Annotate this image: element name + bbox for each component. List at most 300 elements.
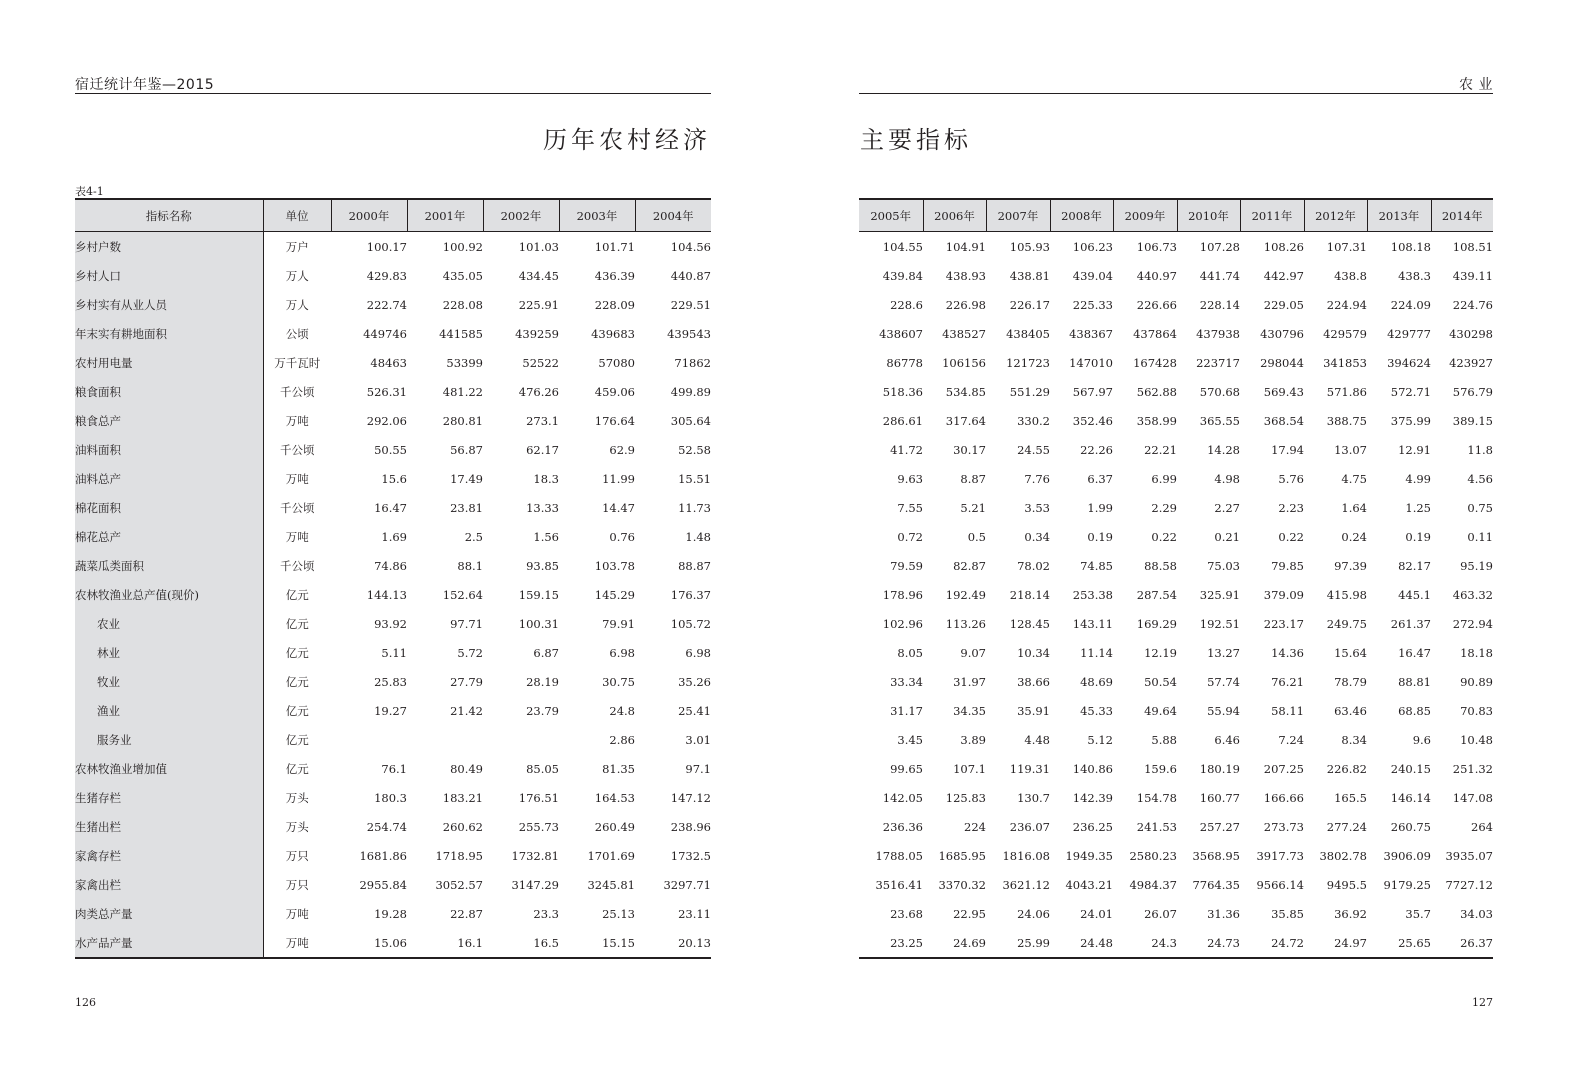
unit-cell: 亿元 (285, 761, 309, 776)
indicator-name: 棉花面积 (75, 493, 263, 522)
value-cell: 438.8 (1334, 268, 1367, 283)
value-cell: 24.3 (1113, 928, 1177, 958)
table-row (75, 754, 711, 783)
indicator-name: 生猪存栏 (75, 783, 263, 812)
value-cell: 24.01 (1080, 906, 1113, 921)
value-cell: 26.07 (1144, 906, 1177, 921)
value-cell: 108.26 (1263, 239, 1304, 254)
indicator-name: 农业 (75, 609, 263, 638)
table-row (859, 783, 1493, 812)
value-cell: 24.72 (1240, 928, 1304, 958)
value-cell: 4.98 (1214, 471, 1240, 486)
value-cell: 119.31 (1009, 761, 1050, 776)
table-row (859, 290, 1493, 319)
indicator-name: 家禽出栏 (75, 870, 263, 899)
value-cell: 159.6 (1144, 761, 1177, 776)
value-cell: 164.53 (594, 790, 635, 805)
value-cell: 22.95 (953, 906, 986, 921)
table-row (859, 348, 1493, 377)
value-cell: 481.22 (442, 384, 483, 399)
value-cell: 31.97 (953, 674, 986, 689)
value-cell: 13.33 (526, 500, 559, 515)
value-cell: 3516.41 (875, 877, 923, 892)
indicator-name: 蔬菜瓜类面积 (75, 551, 263, 580)
table-row (859, 377, 1493, 406)
value-cell: 292.06 (366, 413, 407, 428)
value-cell: 154.78 (1136, 790, 1177, 805)
indicator-name: 乡村人口 (75, 261, 263, 290)
value-cell: 24.06 (1017, 906, 1050, 921)
value-cell: 130.7 (1017, 790, 1050, 805)
value-cell: 442.97 (1263, 268, 1304, 283)
value-cell: 224.09 (1390, 297, 1431, 312)
table-row (75, 870, 711, 899)
year-header: 2001年 (407, 199, 483, 232)
left-page (0, 0, 790, 1077)
value-cell: 19.27 (374, 703, 407, 718)
table-row (75, 551, 711, 580)
value-cell: 147.08 (1452, 790, 1493, 805)
value-cell: 82.17 (1398, 558, 1431, 573)
value-cell: 50.55 (374, 442, 407, 457)
table-row (75, 464, 711, 493)
value-cell: 251.32 (1452, 761, 1493, 776)
table-row (75, 899, 711, 928)
unit-cell: 万头 (285, 790, 309, 805)
value-cell: 176.64 (594, 413, 635, 428)
unit-cell: 亿元 (285, 732, 309, 747)
value-cell: 121723 (1006, 355, 1050, 370)
value-cell: 169.29 (1136, 616, 1177, 631)
stats-table-right (859, 198, 1493, 959)
value-cell: 430298 (1449, 326, 1493, 341)
value-cell: 180.3 (374, 790, 407, 805)
value-cell: 298044 (1260, 355, 1304, 370)
value-cell: 9566.14 (1256, 877, 1304, 892)
value-cell: 225.91 (518, 297, 559, 312)
value-cell: 8.34 (1341, 732, 1367, 747)
unit-cell: 亿元 (285, 703, 309, 718)
value-cell: 3621.12 (1002, 877, 1050, 892)
value-cell: 438405 (1006, 326, 1050, 341)
year-header: 2010年 (1177, 199, 1240, 232)
value-cell: 88.81 (1398, 674, 1431, 689)
value-cell: 365.55 (1199, 413, 1240, 428)
value-cell: 439683 (591, 326, 635, 341)
value-cell: 223717 (1196, 355, 1240, 370)
value-cell: 226.98 (945, 297, 986, 312)
value-cell: 147.12 (670, 790, 711, 805)
table-row (859, 841, 1493, 870)
year-header: 2008年 (1050, 199, 1113, 232)
value-cell: 449746 (363, 326, 407, 341)
value-cell: 236.07 (1009, 819, 1050, 834)
value-cell: 88.1 (457, 558, 483, 573)
value-cell: 1732.5 (670, 848, 711, 863)
value-cell: 105.72 (670, 616, 711, 631)
table-row (75, 435, 711, 464)
value-cell: 23.3 (533, 906, 559, 921)
value-cell: 437938 (1196, 326, 1240, 341)
value-cell: 572.71 (1390, 384, 1431, 399)
value-cell: 218.14 (1009, 587, 1050, 602)
unit-cell: 亿元 (285, 674, 309, 689)
value-cell: 1949.35 (1065, 848, 1113, 863)
value-cell: 253.38 (1072, 587, 1113, 602)
value-cell: 0.22 (1151, 529, 1177, 544)
value-cell: 70.83 (1460, 703, 1493, 718)
indicator-name: 肉类总产量 (75, 899, 263, 928)
value-cell: 25.99 (986, 928, 1050, 958)
value-cell: 238.96 (670, 819, 711, 834)
value-cell: 317.64 (945, 413, 986, 428)
value-cell: 31.36 (1207, 906, 1240, 921)
value-cell: 57.74 (1207, 674, 1240, 689)
value-cell: 3.01 (685, 732, 711, 747)
value-cell: 236.36 (882, 819, 923, 834)
value-cell: 3370.32 (938, 877, 986, 892)
year-header: 2011年 (1240, 199, 1304, 232)
value-cell: 352.46 (1072, 413, 1113, 428)
value-cell: 26.37 (1431, 928, 1493, 958)
value-cell: 102.96 (882, 616, 923, 631)
unit-cell: 万人 (285, 297, 309, 312)
unit-cell: 万户 (285, 239, 309, 254)
value-cell (407, 725, 483, 754)
value-cell: 14.47 (602, 500, 635, 515)
value-cell: 58.11 (1271, 703, 1304, 718)
value-cell: 438.3 (1398, 268, 1431, 283)
value-cell: 106156 (942, 355, 986, 370)
value-cell: 3.89 (960, 732, 986, 747)
value-cell: 16.5 (483, 928, 559, 958)
value-cell: 476.26 (518, 384, 559, 399)
year-header: 2000年 (331, 199, 407, 232)
value-cell: 107.28 (1199, 239, 1240, 254)
value-cell: 10.34 (1017, 645, 1050, 660)
value-cell: 108.51 (1452, 239, 1493, 254)
unit-cell: 千公顷 (280, 442, 315, 457)
value-cell: 1701.69 (587, 848, 635, 863)
value-cell: 255.73 (518, 819, 559, 834)
table-row (859, 232, 1493, 262)
table-row (859, 696, 1493, 725)
table-row (859, 464, 1493, 493)
value-cell: 20.13 (635, 928, 711, 958)
value-cell: 229.05 (1263, 297, 1304, 312)
value-cell: 249.75 (1326, 616, 1367, 631)
value-cell: 7764.35 (1192, 877, 1240, 892)
value-cell: 104.55 (882, 239, 923, 254)
value-cell: 22.21 (1144, 442, 1177, 457)
table-number: 表4-1 (75, 185, 104, 198)
value-cell: 260.49 (594, 819, 635, 834)
value-cell: 79.59 (890, 558, 923, 573)
value-cell: 74.86 (374, 558, 407, 573)
value-cell: 90.89 (1460, 674, 1493, 689)
value-cell: 1.99 (1087, 500, 1113, 515)
value-cell: 145.29 (594, 587, 635, 602)
value-cell: 7.24 (1278, 732, 1304, 747)
value-cell: 180.19 (1199, 761, 1240, 776)
table-row (859, 638, 1493, 667)
table-row (75, 841, 711, 870)
value-cell: 438367 (1069, 326, 1113, 341)
indicator-name: 生猪出栏 (75, 812, 263, 841)
table-row (859, 928, 1493, 958)
value-cell: 176.51 (518, 790, 559, 805)
value-cell: 93.92 (374, 616, 407, 631)
value-cell: 9179.25 (1383, 877, 1431, 892)
unit-cell: 万吨 (263, 928, 331, 958)
value-cell: 11.99 (602, 471, 635, 486)
value-cell: 551.29 (1009, 384, 1050, 399)
table-row (859, 580, 1493, 609)
value-cell: 0.22 (1278, 529, 1304, 544)
value-cell: 23.68 (890, 906, 923, 921)
value-cell: 330.2 (1017, 413, 1050, 428)
value-cell: 9.07 (960, 645, 986, 660)
value-cell: 152.64 (442, 587, 483, 602)
value-cell: 56.87 (450, 442, 483, 457)
value-cell: 229.51 (670, 297, 711, 312)
value-cell: 459.06 (594, 384, 635, 399)
value-cell: 273.73 (1263, 819, 1304, 834)
value-cell: 438527 (942, 326, 986, 341)
value-cell: 14.36 (1271, 645, 1304, 660)
value-cell: 2.86 (609, 732, 635, 747)
unit-cell: 万吨 (285, 413, 309, 428)
table-row (859, 899, 1493, 928)
value-cell: 441.74 (1199, 268, 1240, 283)
value-cell: 280.81 (442, 413, 483, 428)
value-cell: 30.75 (602, 674, 635, 689)
value-cell: 93.85 (526, 558, 559, 573)
value-cell: 430796 (1260, 326, 1304, 341)
value-cell: 88.87 (678, 558, 711, 573)
value-cell: 192.49 (945, 587, 986, 602)
value-cell: 80.49 (450, 761, 483, 776)
value-cell: 440.87 (670, 268, 711, 283)
value-cell: 76.1 (381, 761, 407, 776)
header-rule-left (75, 93, 711, 94)
value-cell: 273.1 (526, 413, 559, 428)
year-header: 2005年 (859, 199, 923, 232)
value-cell: 41.72 (890, 442, 923, 457)
value-cell: 228.14 (1199, 297, 1240, 312)
value-cell: 81.35 (602, 761, 635, 776)
value-cell: 7727.12 (1445, 877, 1493, 892)
value-cell: 415.98 (1326, 587, 1367, 602)
value-cell: 9.6 (1412, 732, 1431, 747)
value-cell: 226.66 (1136, 297, 1177, 312)
value-cell: 25.83 (374, 674, 407, 689)
value-cell: 3.45 (897, 732, 923, 747)
indicator-name: 林业 (75, 638, 263, 667)
value-cell: 4043.21 (1065, 877, 1113, 892)
value-cell: 394624 (1387, 355, 1431, 370)
indicator-name: 油料总产 (75, 464, 263, 493)
value-cell: 436.39 (594, 268, 635, 283)
table-row (859, 812, 1493, 841)
value-cell: 34.35 (953, 703, 986, 718)
indicator-name: 牧业 (75, 667, 263, 696)
value-cell: 571.86 (1326, 384, 1367, 399)
value-cell: 99.65 (890, 761, 923, 776)
table-header-row (859, 199, 1493, 232)
table-row (75, 406, 711, 435)
value-cell: 358.99 (1136, 413, 1177, 428)
value-cell: 128.45 (1009, 616, 1050, 631)
value-cell: 16.1 (407, 928, 483, 958)
indicator-name: 油料面积 (75, 435, 263, 464)
table-row (75, 261, 711, 290)
value-cell: 11.8 (1467, 442, 1493, 457)
value-cell: 226.17 (1009, 297, 1050, 312)
value-cell: 15.06 (331, 928, 407, 958)
indicator-name: 乡村实有从业人员 (75, 290, 263, 319)
value-cell: 272.94 (1452, 616, 1493, 631)
value-cell: 25.13 (602, 906, 635, 921)
value-cell: 34.03 (1460, 906, 1493, 921)
value-cell: 178.96 (882, 587, 923, 602)
value-cell: 100.92 (442, 239, 483, 254)
value-cell: 264 (1471, 819, 1493, 834)
value-cell: 6.87 (533, 645, 559, 660)
table-row (75, 580, 711, 609)
value-cell: 437864 (1133, 326, 1177, 341)
value-cell: 8.05 (897, 645, 923, 660)
value-cell: 562.88 (1136, 384, 1177, 399)
value-cell: 146.14 (1390, 790, 1431, 805)
unit-cell: 亿元 (285, 587, 309, 602)
value-cell: 225.33 (1072, 297, 1113, 312)
unit-cell: 万只 (285, 848, 309, 863)
year-header: 2014年 (1431, 199, 1493, 232)
value-cell: 3.53 (1024, 500, 1050, 515)
value-cell: 440.97 (1136, 268, 1177, 283)
value-cell: 438.93 (945, 268, 986, 283)
unit-cell: 千公顷 (280, 500, 315, 515)
unit-cell: 万头 (285, 819, 309, 834)
value-cell: 143.11 (1072, 616, 1113, 631)
value-cell: 11.73 (678, 500, 711, 515)
value-cell: 3917.73 (1256, 848, 1304, 863)
value-cell: 534.85 (945, 384, 986, 399)
value-cell: 113.26 (945, 616, 986, 631)
value-cell: 48.69 (1080, 674, 1113, 689)
value-cell: 125.83 (945, 790, 986, 805)
value-cell: 4.48 (1024, 732, 1050, 747)
indicator-name: 水产品产量 (75, 928, 263, 958)
value-cell: 567.97 (1072, 384, 1113, 399)
value-cell: 1.56 (533, 529, 559, 544)
value-cell: 24.48 (1050, 928, 1113, 958)
value-cell: 287.54 (1136, 587, 1177, 602)
indicator-name: 家禽存栏 (75, 841, 263, 870)
stats-table-left (75, 198, 711, 959)
value-cell: 3935.07 (1445, 848, 1493, 863)
value-cell: 1.69 (381, 529, 407, 544)
value-cell: 429579 (1323, 326, 1367, 341)
value-cell: 192.51 (1199, 616, 1240, 631)
value-cell: 159.15 (518, 587, 559, 602)
value-cell: 260.62 (442, 819, 483, 834)
value-cell: 160.77 (1199, 790, 1240, 805)
table-row (859, 754, 1493, 783)
table-row (75, 928, 711, 958)
value-cell: 439.84 (882, 268, 923, 283)
value-cell: 6.46 (1214, 732, 1240, 747)
value-cell: 375.99 (1390, 413, 1431, 428)
value-cell: 97.39 (1334, 558, 1367, 573)
value-cell: 429777 (1387, 326, 1431, 341)
value-cell: 8.87 (960, 471, 986, 486)
value-cell: 35.7 (1405, 906, 1431, 921)
value-cell: 63.46 (1334, 703, 1367, 718)
value-cell: 24.73 (1177, 928, 1240, 958)
value-cell: 241.53 (1136, 819, 1177, 834)
value-cell: 14.28 (1207, 442, 1240, 457)
value-cell: 3802.78 (1319, 848, 1367, 863)
table-row (75, 319, 711, 348)
value-cell: 4.75 (1341, 471, 1367, 486)
value-cell: 389.15 (1452, 413, 1493, 428)
value-cell: 438607 (879, 326, 923, 341)
unit-cell: 亿元 (285, 645, 309, 660)
value-cell: 24.97 (1304, 928, 1367, 958)
section-title: 农 业 (1459, 77, 1493, 93)
value-cell: 224.76 (1452, 297, 1493, 312)
value-cell: 429.83 (366, 268, 407, 283)
value-cell: 3052.57 (435, 877, 483, 892)
value-cell: 1681.86 (359, 848, 407, 863)
value-cell: 68.85 (1398, 703, 1431, 718)
value-cell: 439259 (515, 326, 559, 341)
value-cell: 22.87 (450, 906, 483, 921)
value-cell: 441585 (439, 326, 483, 341)
value-cell: 48463 (370, 355, 407, 370)
year-header: 2007年 (986, 199, 1050, 232)
indicator-name: 农林牧渔业总产值(现价) (75, 580, 263, 609)
value-cell: 1.64 (1341, 500, 1367, 515)
value-cell: 176.37 (670, 587, 711, 602)
value-cell: 12.19 (1144, 645, 1177, 660)
value-cell: 100.31 (518, 616, 559, 631)
year-header: 2012年 (1304, 199, 1367, 232)
value-cell: 101.03 (518, 239, 559, 254)
value-cell: 62.17 (526, 442, 559, 457)
value-cell: 104.91 (945, 239, 986, 254)
table-row (859, 870, 1493, 899)
value-cell: 439543 (667, 326, 711, 341)
value-cell: 52.58 (678, 442, 711, 457)
value-cell: 75.03 (1207, 558, 1240, 573)
value-cell: 570.68 (1199, 384, 1240, 399)
value-cell: 13.27 (1207, 645, 1240, 660)
value-cell: 15.6 (381, 471, 407, 486)
value-cell: 35.91 (1017, 703, 1050, 718)
value-cell: 76.21 (1271, 674, 1304, 689)
value-cell: 88.58 (1144, 558, 1177, 573)
value-cell: 5.12 (1087, 732, 1113, 747)
year-header: 2009年 (1113, 199, 1177, 232)
value-cell: 368.54 (1263, 413, 1304, 428)
value-cell: 0.5 (967, 529, 986, 544)
value-cell: 0.21 (1214, 529, 1240, 544)
value-cell: 0.75 (1467, 500, 1493, 515)
table-row (859, 406, 1493, 435)
